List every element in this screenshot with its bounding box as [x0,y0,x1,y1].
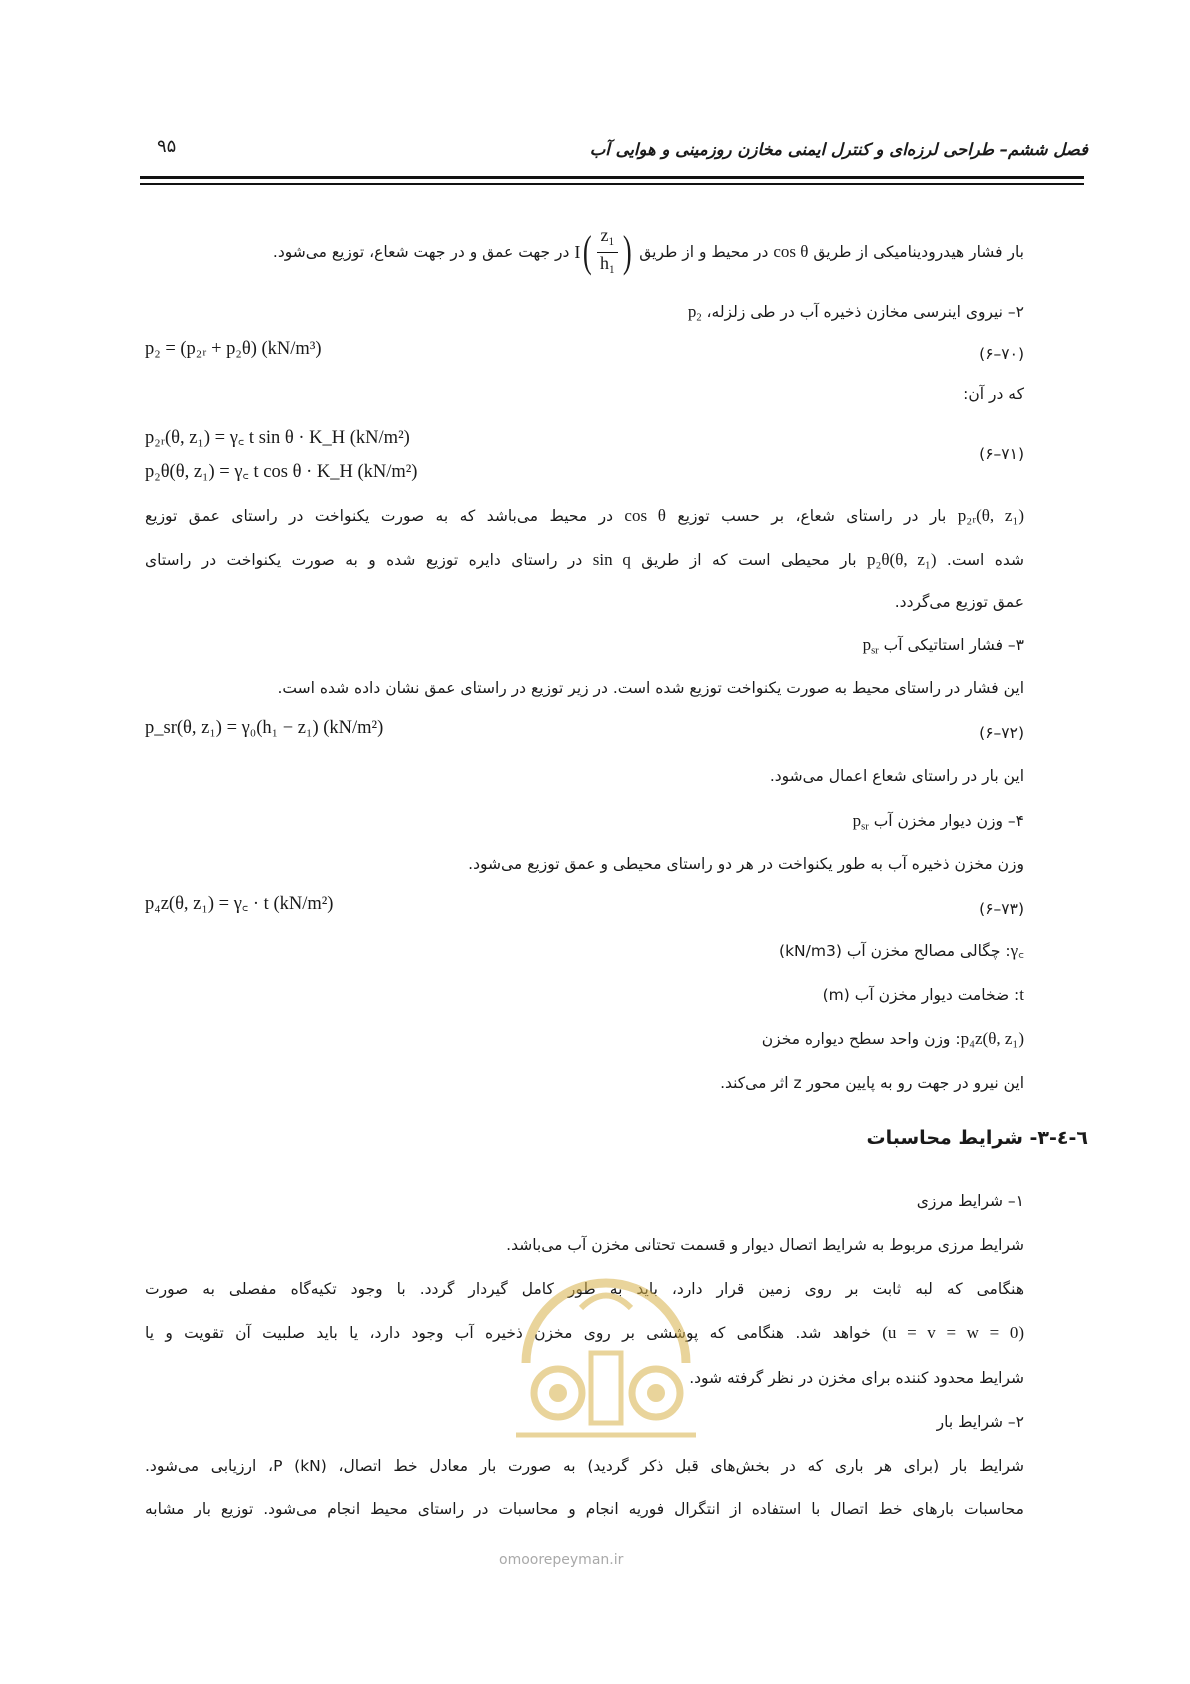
gamma-symbol: γ꜀ [1010,941,1024,960]
definition-gamma [779,940,1024,962]
intro-text-b: در محیط و از طریق [639,242,769,261]
bc-line4: شرایط محدود کننده برای مخزن در نظر گرفته شود. [689,1369,1024,1387]
header-rule-thick [140,176,1084,179]
p2theta-symbol: p₂θ(θ, z₁) [866,550,937,569]
watermark-url: omoorepeyman.ir [499,1552,624,1568]
chapter-header-title: فصل ششم– طراحی لرزه‌ای و کنترل ایمنی مخازن روزمینی و هوایی آب [589,140,1088,159]
para2-l2-a: شده است. [946,551,1025,569]
item3-heading [863,634,1024,663]
para2-l1-a: بار در راستای شعاع، بر حسب توزیع [677,507,947,525]
item2-symbol: $p_2$ [687,302,702,324]
equation-71-line1: p₂ᵣ(θ, z₁) = γ꜀ t sin θ · K_H (kN/m²) [145,428,410,448]
frac-denominator: h [600,252,610,273]
lc-line2: محاسبات بارهای خط اتصال با استفاده از انتگرال فوریه انجام و محاسبات در راستای محیط انجام می‌شود. توزیع بار مشابه [145,1500,1024,1518]
item4-symbol: $p_{sr}$ [852,811,869,833]
equation-70: p₂ = (p₂ᵣ + p₂θ) (kN/m³) [145,339,322,359]
lc-title: ۲– شرایط بار [936,1413,1024,1431]
bc-line3-text: خواهد شد. هنگامی که پوششی بر روی مخزن ذخیره آب وجود دارد، یا باید صلبیت آن تقویت و یا [145,1324,871,1342]
page-number: ۹۵ [157,136,177,157]
definition-t [823,984,1024,1006]
bc-line2: هنگامی که لبه ثابت بر روی زمین قرار دارد، باید به طور کامل گیردار گردد. با وجود تکیه‌گاه مفصلی به صورت [145,1280,1024,1298]
item4-description: وزن مخزن ذخیره آب به طور یکنواخت در هر دو راستای محیطی و عمق توزیع می‌شود. [468,855,1024,873]
lc-line1: شرایط بار (برای هر باری که در بخش‌های قبل ذکر گردید) به صورت بار معادل خط اتصال، P (kN)، ارزیابی می‌شود. [145,1457,1024,1475]
frac-numerator: z [600,225,609,245]
frac-denominator-sub: 1 [609,263,615,276]
p4z-definition: : وزن واحد سطح دیواره مخزن [761,1030,961,1048]
para2-l2-sin: sin q [592,550,631,569]
equation-70-number: (۷۰–۶) [979,345,1024,363]
para2-l2-b: بار محیطی است که از طریق [641,551,857,569]
para2-line2 [145,549,1024,571]
p4z-symbol: p₄z(θ, z₁) [960,1029,1024,1048]
equation-71-number: (۷۱–۶) [979,445,1024,463]
equation-71-line2: p₂θ(θ, z₁) = γ꜀ t cos θ · K_H (kN/m²) [145,462,418,482]
i-symbol: I [574,242,581,263]
intro-text-c: در جهت عمق و در جهت شعاع، توزیع می‌شود. [272,242,570,261]
after-definitions-text: این نیرو در جهت رو به پایین محور z اثر می‌کند. [720,1074,1024,1092]
para2-l1-b: در محیط می‌باشد که به صورت یکنواخت در راستای عمق توزیع [145,507,613,525]
after-eq72-text: این بار در راستای شعاع اعمال می‌شود. [769,767,1024,785]
intro-text-a: بار فشار هیدرودینامیکی از طریق [813,242,1024,261]
para2-line1 [145,505,1024,527]
intro-cos: cos θ [773,241,809,261]
t-definition: : ضخامت دیوار مخزن آب (m) [822,986,1020,1004]
p2r-symbol: p₂ᵣ(θ, z₁) [957,506,1025,525]
item4-heading [853,810,1024,839]
depth-ratio-fraction [596,225,619,280]
item3-symbol: $p_{sr}$ [862,635,879,657]
bc-line1: شرایط مرزی مربوط به شرایط اتصال دیوار و قسمت تحتانی مخزن آب می‌باشد. [506,1236,1024,1254]
equation-72-number: (۷۲–۶) [979,724,1024,742]
where-label: که در آن: [963,385,1024,403]
watermark-logo-icon [496,1253,716,1448]
item4-title: ۴– وزن دیوار مخزن آب [873,812,1024,830]
para2-line3: عمق توزیع می‌گردد. [894,593,1024,611]
equation-72: p_sr(θ, z₁) = γ₀(h₁ − z₁) (kN/m²) [145,718,384,738]
intro-paragraph [273,225,1024,280]
gamma-definition: : چگالی مصالح مخزن آب (kN/m3) [779,942,1011,960]
para2-l2-c: در راستای دایره توزیع شده و به صورت یکنواخت در راستای [145,551,583,569]
section-heading: ٦-٤-٣- شرایط محاسبات [866,1127,1088,1149]
para2-l1-cos: cos θ [624,506,666,525]
t-symbol: t [1019,985,1024,1004]
depth-ratio-expression: I ( $\frac{z_1}{h_1}$ ) [574,225,634,280]
equation-73-number: (۷۳–۶) [979,900,1024,918]
definition-p4z [762,1028,1024,1050]
displacement-condition: (u = v = w = 0) [882,1323,1024,1342]
frac-numerator-sub: 1 [608,235,615,248]
bc-title: ۱– شرایط مرزی [916,1192,1024,1210]
equation-73: p₄z(θ, z₁) = γ꜀ · t (kN/m²) [145,894,334,914]
header-rule-thin [140,183,1084,185]
item2-title: ۲– نیروی اینرسی مخازن ذخیره آب در طی زلزله، [706,303,1024,321]
item3-title: ۳– فشار استاتیکی آب [883,636,1024,654]
item3-description: این فشار در راستای محیط به صورت یکنواخت توزیع شده است. در زیر توزیع در راستای عمق نشان داده شده است. [277,679,1024,697]
item2-heading [688,301,1024,330]
